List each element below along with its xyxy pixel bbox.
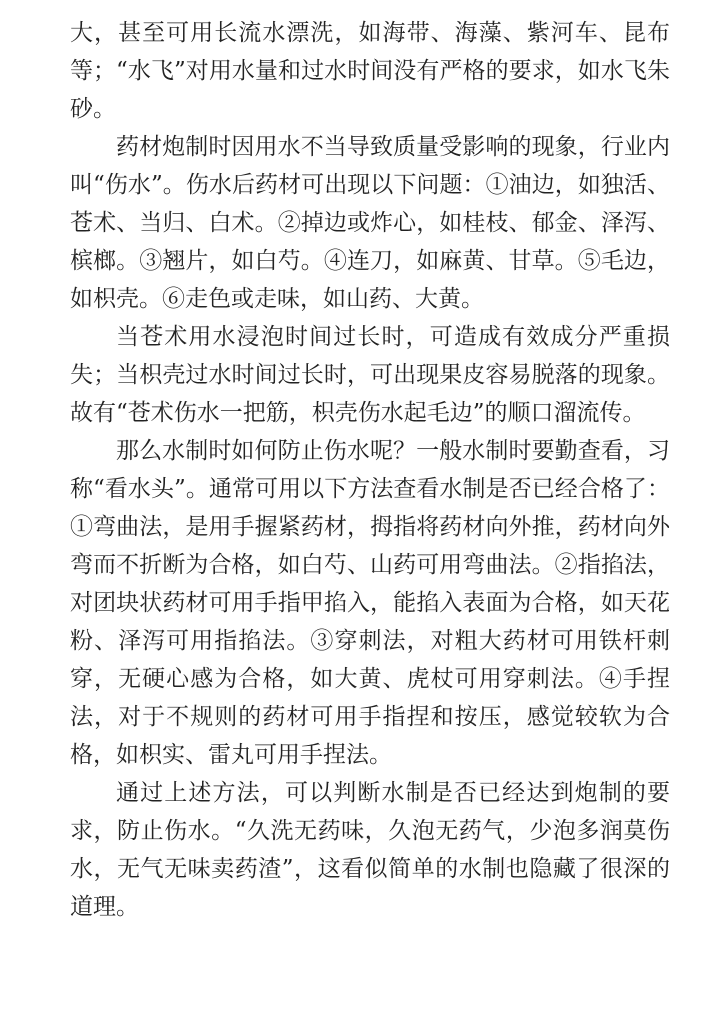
paragraph-4: 那么水制时如何防止伤水呢？一般水制时要勤查看，习称“看水头”。通常可用以下方法查看水制是否已经合格了：①弯曲法，是用手握紧药材，拇指将药材向外推，药材向外弯而不折断为合格，如白芍、山药可用弯曲法。②指掐法，对团块状药材可用手指甲掐入，能掐入表面为合格，如天花粉、泽泻可用指掐法。③穿刺法，对粗大药材可用铁杆刺穿，无硬心感为合格，如大黄、虎杖可用穿刺法。④手捏法，对于不规则的药材可用手指捏和按压，感觉较软为合格，如枳实、雷丸可用手捏法。 (70, 438, 670, 768)
paragraph-5: 通过上述方法，可以判断水制是否已经达到炮制的要求，防止伤水。“久洗无药味，久泡无药气，少泡多润莫伤水，无气无味卖药渣”，这看似简单的水制也隐藏了很深的道理。 (70, 780, 670, 920)
paragraph-2: 药材炮制时因用水不当导致质量受影响的现象，行业内叫“伤水”。伤水后药材可出现以下问题：①油边，如独活、苍术、当归、白术。②掉边或炸心，如桂枝、郁金、泽泻、槟榔。③翘片，如白芍。④连刀，如麻黄、甘草。⑤毛边，如枳壳。⑥走色或走味，如山药、大黄。 (70, 134, 670, 312)
document-body (70, 14, 670, 926)
paragraph-3: 当苍术用水浸泡时间过长时，可造成有效成分严重损失；当枳壳过水时间过长时，可出现果皮容易脱落的现象。故有“苍术伤水一把筋，枳壳伤水起毛边”的顺口溜流传。 (70, 324, 670, 426)
paragraph-1: 大，甚至可用长流水漂洗，如海带、海藻、紫河车、昆布等；“水飞”对用水量和过水时间没有严格的要求，如水飞朱砂。 (70, 20, 670, 122)
